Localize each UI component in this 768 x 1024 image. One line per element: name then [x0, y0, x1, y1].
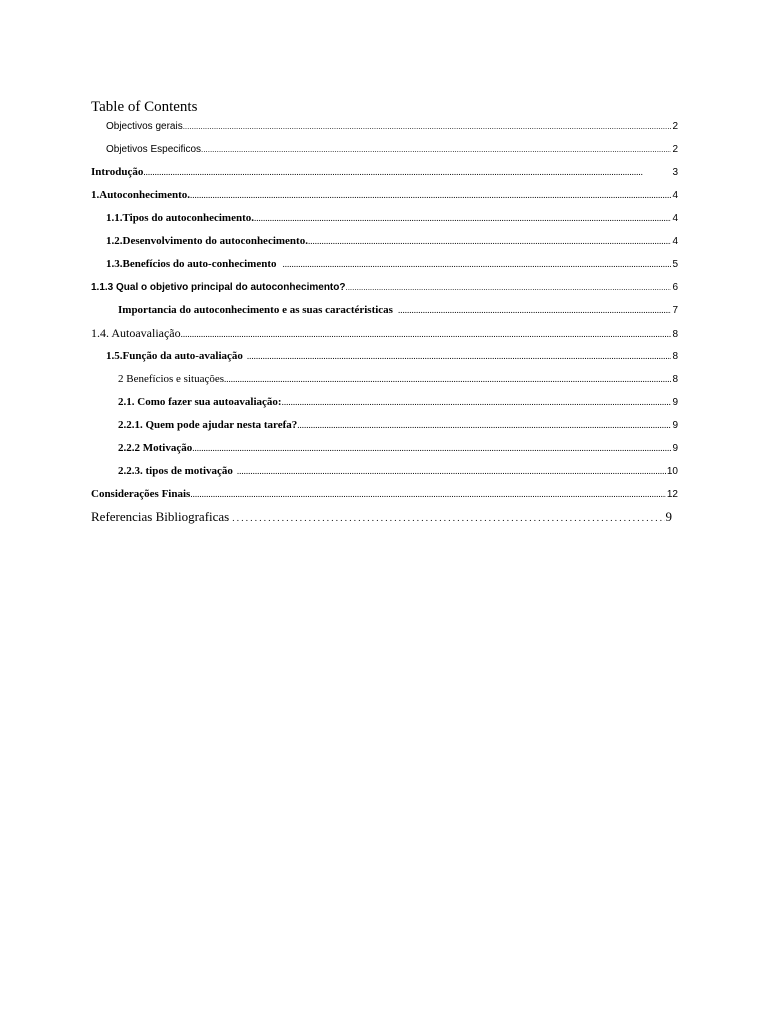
toc-entry-autoconhecimento[interactable]: [91, 188, 678, 203]
toc-entry-label: 2.2.2 Motivação: [118, 442, 193, 454]
toc-page-number: 8: [672, 374, 678, 385]
toc-entry-label: Introdução: [91, 166, 144, 178]
toc-entry-label: 2.1. Como fazer sua autoavaliação:: [118, 396, 282, 408]
toc-entry-como-fazer[interactable]: [118, 395, 678, 410]
toc-page-number: 7: [672, 305, 678, 316]
toc-dot-leader: [229, 510, 664, 527]
toc-entry-consideracoes-finais[interactable]: [91, 487, 678, 502]
toc-page-number: 8: [672, 329, 678, 340]
toc-entry-desenvolvimento[interactable]: [106, 234, 678, 249]
toc-page-number: 3: [672, 167, 678, 178]
toc-dot-leader: [254, 211, 671, 226]
toc-entry-label: 1.2.Desenvolvimento do autoconhecimento.: [106, 235, 308, 247]
toc-entry-label: Referencias Bibliograficas: [91, 509, 230, 524]
toc-dot-leader: [308, 234, 671, 249]
toc-page-number: 9: [672, 443, 678, 454]
toc-entry-label: Importancia do autoconhecimento e as suas caractéristicas: [118, 304, 393, 316]
toc-dot-leader: [192, 441, 671, 456]
toc-page-number: 4: [672, 213, 678, 224]
toc-dot-leader: [276, 257, 671, 272]
toc-entry-label: Objectivos gerais: [106, 121, 183, 132]
toc-entry-autoavaliacao[interactable]: [91, 326, 678, 341]
toc-entry-label: Objetivos Especificos: [106, 144, 202, 155]
toc-entry-tipos-motivacao[interactable]: [118, 464, 678, 479]
toc-page-number: 2: [672, 121, 678, 132]
toc-page-number: 9: [665, 509, 672, 524]
toc-entry-quem-pode-ajudar[interactable]: [118, 418, 678, 433]
toc-dot-leader: [183, 119, 672, 134]
toc-page-number: 9: [672, 420, 678, 431]
toc-entry-label: 1.4. Autoavaliação: [91, 326, 181, 340]
toc-entry-label: Considerações Finais: [91, 488, 191, 500]
toc-entry-objectivos-gerais[interactable]: [106, 119, 678, 134]
toc-entry-label: 2.2.3. tipos de motivação: [118, 465, 233, 477]
toc-entry-funcao-auto-avaliacao[interactable]: [106, 349, 678, 364]
toc-dot-leader: [297, 418, 671, 433]
toc-page-number: 6: [672, 282, 678, 293]
toc-dot-leader: [224, 372, 671, 387]
toc-entry-label: 2.2.1. Quem pode ajudar nesta tarefa?: [118, 419, 298, 431]
toc-dot-leader: [233, 464, 666, 479]
toc-entry-beneficios-situacoes[interactable]: [118, 372, 678, 387]
toc-dot-leader: [190, 487, 666, 502]
toc-page-number: 5: [672, 259, 678, 270]
toc-entry-label: 1.Autoconhecimento.: [91, 189, 190, 201]
toc-entry-beneficios-autoconhecimento[interactable]: [106, 257, 678, 272]
toc-entry-label: 1.1.3 Qual o objetivo principal do autoconhecimento?: [91, 282, 346, 293]
toc-dot-leader: [201, 142, 671, 157]
toc-page-number: 2: [672, 144, 678, 155]
toc-entry-objetivo-principal[interactable]: [91, 280, 678, 295]
toc-dot-leader: [181, 327, 672, 342]
toc-page-number: 4: [672, 236, 678, 247]
toc-dot-leader: [243, 349, 672, 364]
toc-entry-introducao[interactable]: [91, 165, 678, 180]
toc-page-number: 8: [672, 351, 678, 362]
toc-entry-motivacao[interactable]: [118, 441, 678, 456]
toc-entry-label: 2 Benefícios e situações: [118, 373, 224, 385]
toc-page-number: 9: [672, 397, 678, 408]
toc-dot-leader: [393, 303, 671, 318]
toc-title: Table of Contents: [91, 99, 198, 115]
toc-entry-label: 1.3.Benefícios do auto-conhecimento: [106, 258, 277, 270]
toc-entry-objetivos-especificos[interactable]: [106, 142, 678, 157]
toc-dot-leader: [143, 165, 671, 180]
toc-entry-tipos-autoconhecimento[interactable]: [106, 211, 678, 226]
toc-entry-label: 1.5.Função da auto-avaliação: [106, 350, 243, 362]
toc-page-number: 12: [666, 489, 678, 500]
toc-dot-leader: [282, 395, 672, 410]
toc-page-number: 4: [672, 190, 678, 201]
toc-page-number: 10: [666, 466, 678, 477]
toc-dot-leader: [345, 280, 671, 295]
toc-entry-importancia[interactable]: [118, 303, 678, 318]
toc-dot-leader: [190, 188, 671, 203]
toc-entry-label: 1.1.Tipos do autoconhecimento.: [106, 212, 255, 224]
toc-entry-referencias[interactable]: [91, 508, 672, 525]
